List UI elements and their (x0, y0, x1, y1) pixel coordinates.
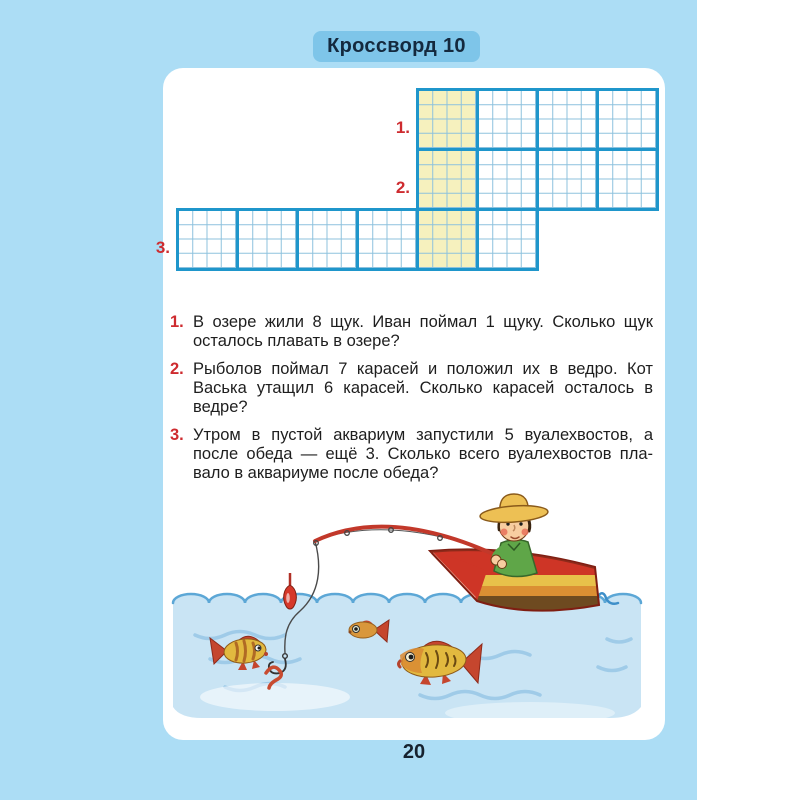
crossword-cell (476, 88, 539, 151)
crossword-cell (236, 208, 299, 271)
question-line: Утром в пустой аквариум запустили 5 вуалехвостов, а (193, 426, 653, 444)
crossword-cell (596, 148, 659, 211)
question-number: 1. (170, 313, 184, 331)
question-line: ведре? (193, 398, 248, 416)
question-line: осталось плавать в озере? (193, 332, 400, 350)
hand (498, 560, 507, 569)
crossword-row-number: 2. (395, 178, 410, 197)
question-line: Васька утащил 6 карасей. Сколько карасей осталось в (193, 379, 653, 397)
question-number: 3. (170, 426, 184, 444)
question-item (170, 313, 653, 351)
crossword-cell (536, 148, 599, 211)
crossword-cell-highlighted (416, 88, 479, 151)
questions-list (170, 313, 653, 492)
crossword-cell-highlighted (416, 208, 479, 271)
crossword-cell (596, 88, 659, 151)
question-line: после обеда — ещё 3. Сколько всего вуалехвостов пла- (193, 445, 653, 463)
crossword-cell (476, 148, 539, 211)
crossword-cell (296, 208, 359, 271)
crossword-row-number: 3. (155, 238, 170, 257)
crossword-grid (0, 0, 697, 300)
crossword-cell (476, 208, 539, 271)
crossword-cell (176, 208, 239, 271)
crossword-cell-highlighted (416, 148, 479, 211)
crossword-cell (356, 208, 419, 271)
question-item (170, 360, 653, 417)
question-line: В озере жили 8 щук. Иван поймал 1 щуку. Сколько щук (193, 313, 653, 331)
straw-hat (480, 494, 549, 524)
question-line: вало в аквариуме после обеда? (193, 464, 439, 482)
question-item (170, 426, 653, 483)
question-number: 2. (170, 360, 184, 378)
bobber (284, 573, 297, 609)
page-title: Кроссворд 10 (327, 35, 466, 57)
page-number: 20 (402, 741, 426, 763)
question-line: Рыболов поймал 7 карасей и положил их в ведро. Кот (193, 360, 653, 378)
crossword-row-number: 1. (395, 118, 410, 137)
illustration-fishing-scene (170, 487, 650, 722)
crossword-cell (536, 88, 599, 151)
